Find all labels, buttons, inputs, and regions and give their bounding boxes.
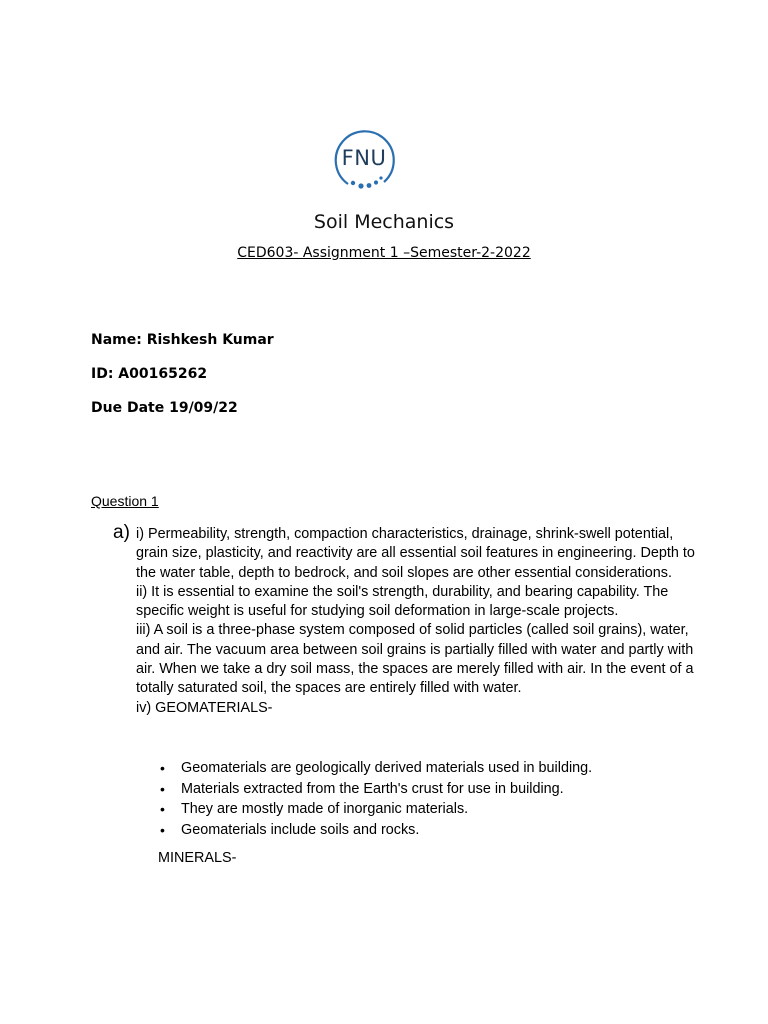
- list-item: • Geomaterials include soils and rocks.: [160, 820, 592, 841]
- part-letter: a): [113, 522, 130, 543]
- student-id: ID: A00165262: [91, 366, 208, 382]
- paragraph: iv) GEOMATERIALS-: [136, 699, 273, 716]
- document-subtitle: CED603- Assignment 1 –Semester-2-2022: [237, 245, 531, 261]
- answer-body: [136, 525, 696, 718]
- document-title: Soil Mechanics: [313, 211, 455, 233]
- student-name: Name: Rishkesh Kumar: [91, 332, 274, 348]
- list-item: • They are mostly made of inorganic materials.: [160, 799, 592, 820]
- list-item: • Materials extracted from the Earth's crust for use in building.: [160, 779, 592, 800]
- paragraph: i) Permeability, strength, compaction characteristics, drainage, shrink-swell potential, grain size, plasticity, and reactivity are all essential soil features in engineering. Depth to the water table, depth to bedrock, and soil slopes are other essential considerations.: [136, 526, 695, 581]
- due-date: Due Date 19/09/22: [91, 400, 238, 416]
- paragraph: ii) It is essential to examine the soil's strength, durability, and bearing capability. The specific weight is useful for studying soil deformation in large-scale projects.: [136, 583, 669, 620]
- geomaterials-list: [160, 758, 592, 840]
- list-item: • Geomaterials are geologically derived materials used in building.: [160, 758, 592, 779]
- minerals-heading: MINERALS-: [158, 850, 237, 866]
- fnu-logo-text: FNU: [341, 146, 387, 170]
- fnu-logo: [328, 126, 400, 192]
- question-label: Question 1: [91, 493, 159, 509]
- paragraph: iii) A soil is a three-phase system composed of solid particles (called soil grains), water, and air. The vacuum area between soil grains is partially filled with water and partly with air. When we take a dry soil mass, the spaces are merely filled with air. In the event of a totally saturated soil, the spaces are entirely filled with water.: [136, 622, 694, 697]
